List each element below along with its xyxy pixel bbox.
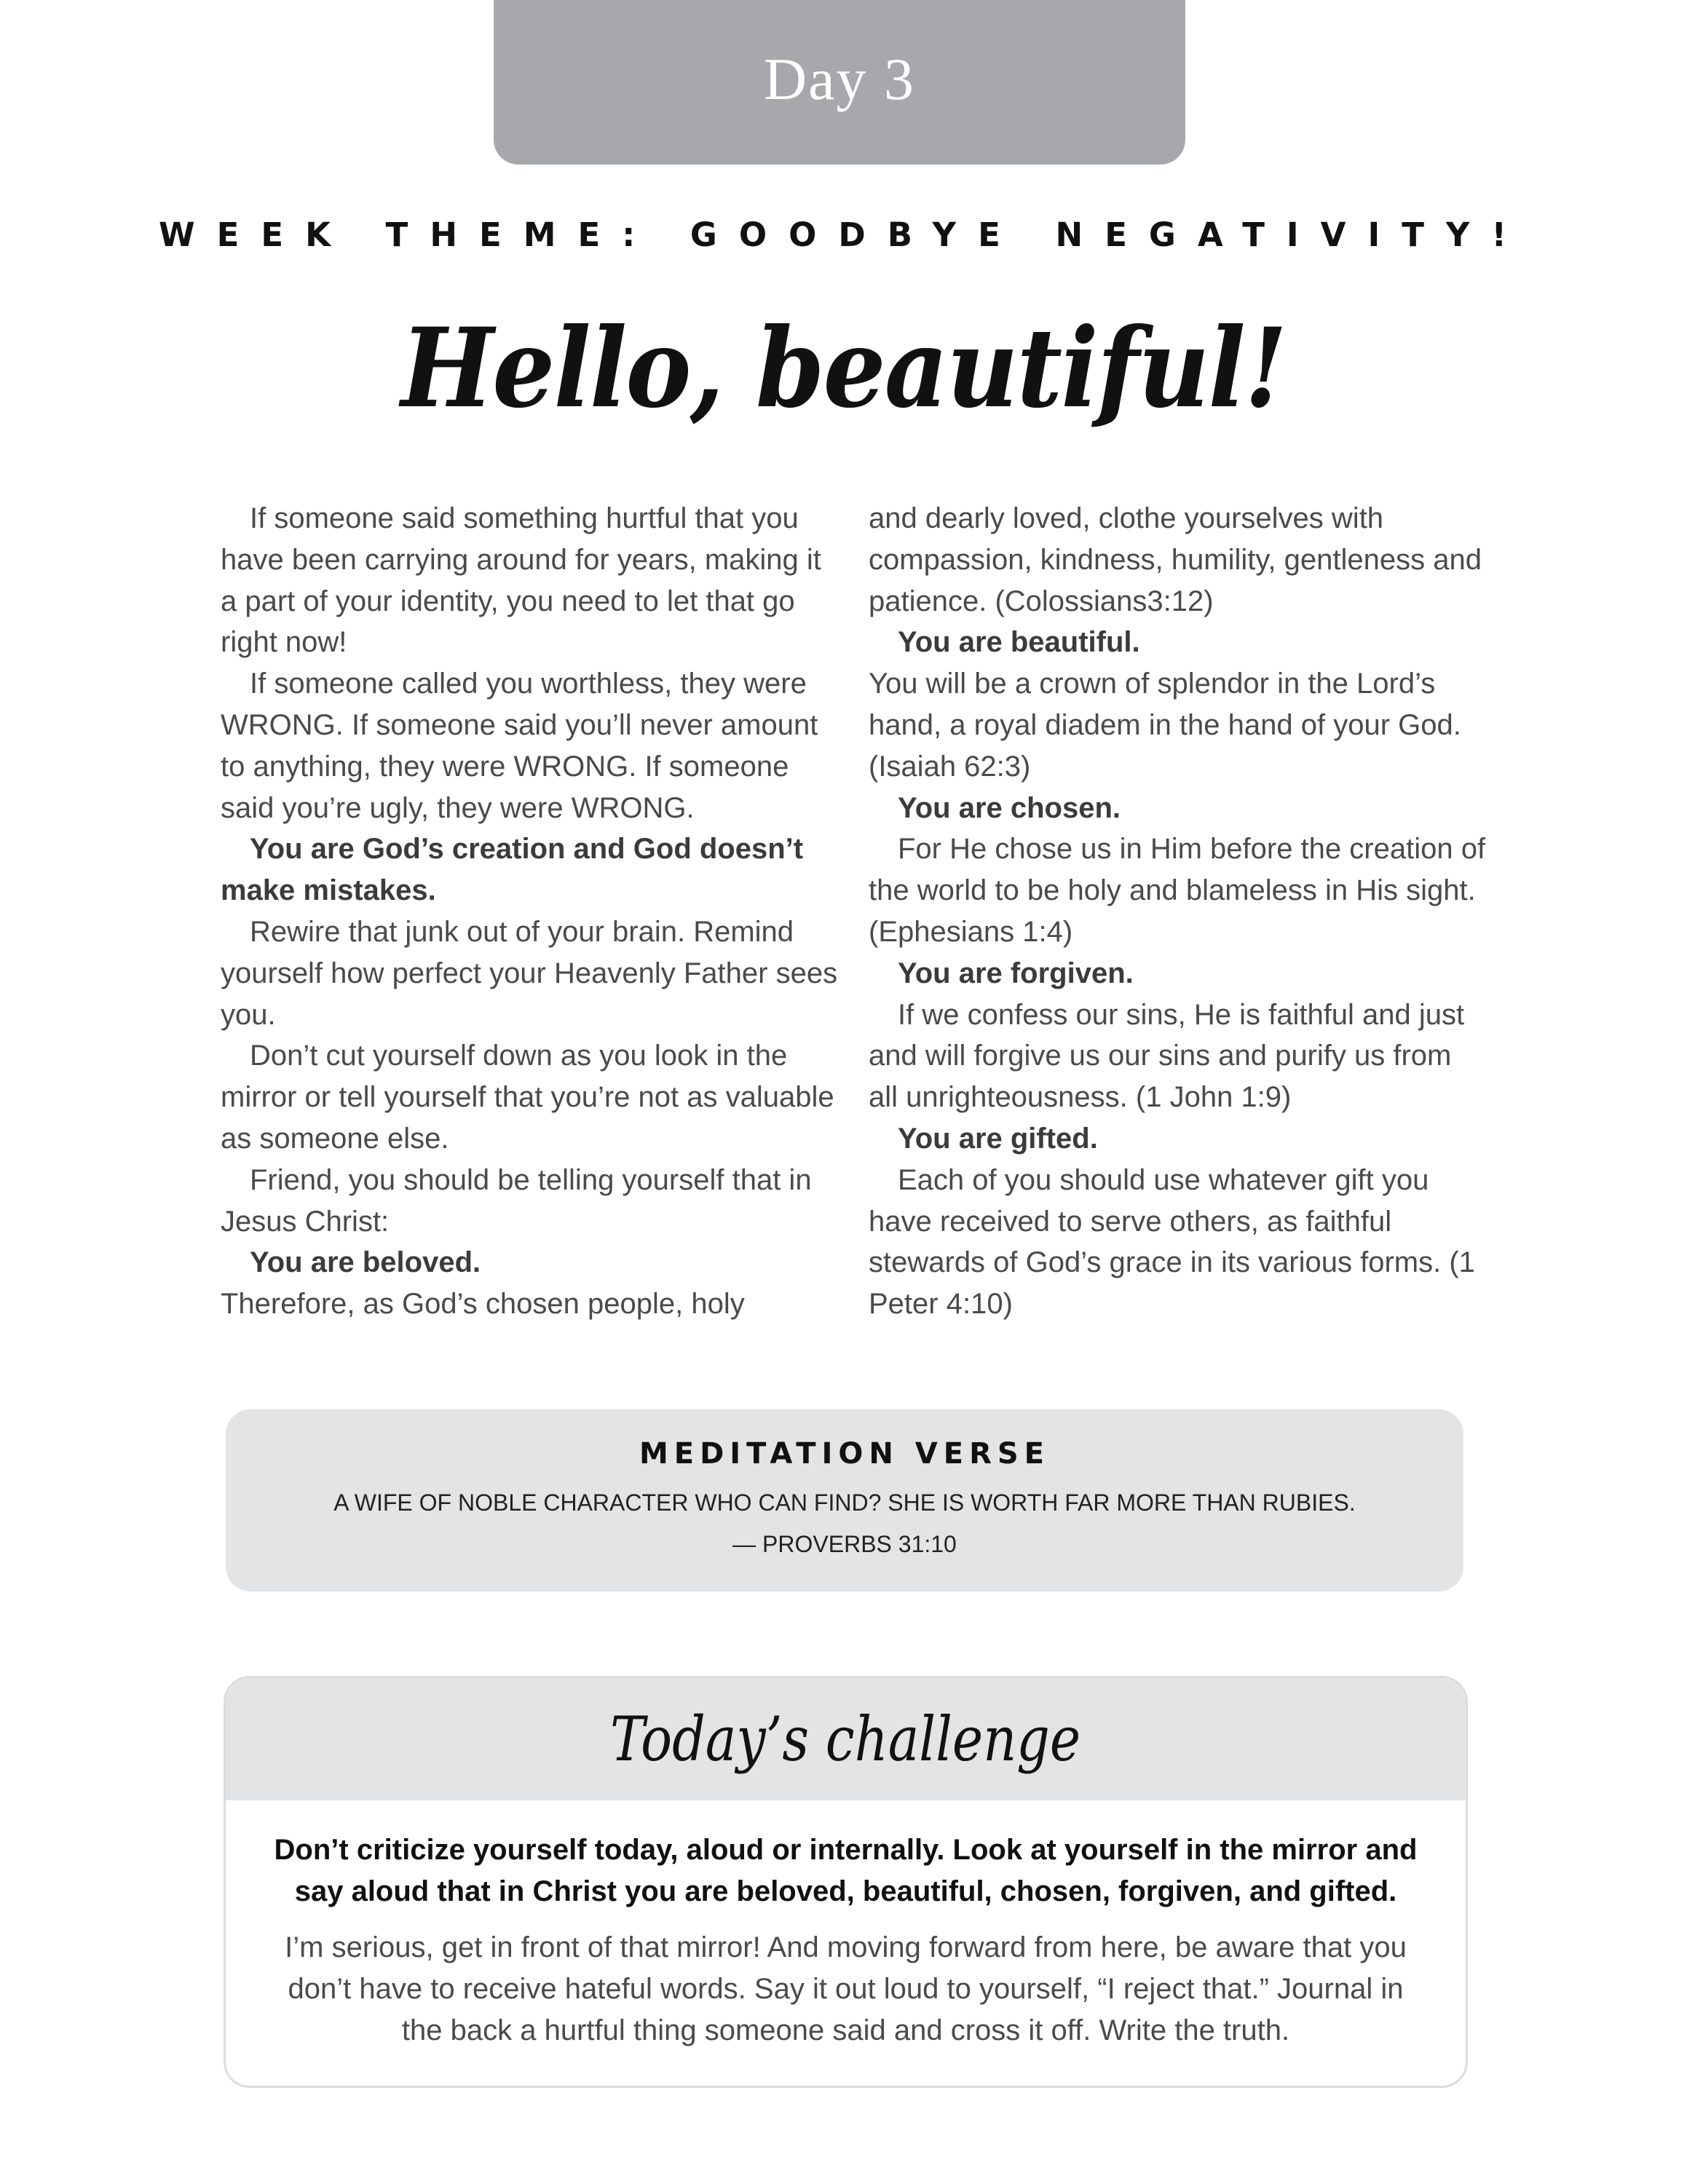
subheading-gifted: You are gifted. — [898, 1122, 1098, 1155]
verse-isaiah: You will be a crown of splendor in the Lord’s hand, a royal diadem in the hand of your God. (Isaiah 62:3) — [869, 668, 1461, 783]
meditation-verse-text: A WIFE OF NOBLE CHARACTER WHO CAN FIND? SHE IS WORTH FAR MORE THAN RUBIES. — [333, 1489, 1356, 1516]
day-label: Day 3 — [763, 46, 916, 112]
meditation-verse-box — [226, 1409, 1463, 1591]
todays-challenge-box — [224, 1676, 1468, 2088]
verse-colossians-end: and dearly loved, clothe yourselves with compassion, kindness, humility, gentleness and patience. (Colossians3:12) — [869, 502, 1482, 617]
paragraph: If someone said something hurtful that you have been carrying around for years, making it a part of your identity, you need to let that go right now! — [221, 502, 821, 659]
paragraph: Don’t cut yourself down as you look in the mirror or tell yourself that you’re not as valuable as someone else. — [221, 1040, 834, 1155]
meditation-title: MEDITATION VERSE — [639, 1437, 1051, 1471]
subheading-beloved: You are beloved. — [250, 1246, 481, 1279]
challenge-body: I’m serious, get in front of that mirror! And moving forward from here, be aware that you don’t have to receive hateful words. Say it out loud to yourself, “I reject that.” Journal in the back a hurtful thing someone said and cross it off. Write the truth. — [285, 1931, 1407, 2046]
left-column — [221, 498, 839, 1325]
challenge-header — [226, 1678, 1466, 1800]
challenge-instruction: Don’t criticize yourself today, aloud or internally. Look at yourself in the mirror and say aloud that in Christ you are beloved, beautiful, chosen, forgiven, and gifted. — [274, 1834, 1418, 1907]
paragraph-bold — [221, 828, 839, 911]
paragraph: Friend, you should be telling yourself that in Jesus Christ: — [221, 1163, 812, 1238]
verse-ephesians: For He chose us in Him before the creation of the world to be holy and blameless in His sight. (Ephesians 1:4) — [869, 833, 1486, 948]
greeting-title: Hello, beautiful! — [400, 304, 1287, 432]
day-tab — [494, 0, 1185, 165]
subheading-beautiful: You are beautiful. — [898, 626, 1140, 659]
verse-colossians-start: Therefore, as God’s chosen people, holy — [221, 1288, 745, 1321]
verse-1-peter: Each of you should use whatever gift you have received to serve others, as faithful stewards of God’s grace in its various forms. (1 Peter 4:10) — [869, 1163, 1475, 1321]
creation-statement: You are God’s creation and God doesn’t make mistakes. — [221, 833, 804, 907]
challenge-title: Today’s challenge — [610, 1704, 1081, 1775]
paragraph: Rewire that junk out of your brain. Remind yourself how perfect your Heavenly Father sees you. — [221, 915, 838, 1031]
week-theme: WEEK THEME: GOODBYE NEGATIVITY! — [158, 215, 1529, 254]
verse-1-john: If we confess our sins, He is faithful and just and will forgive us our sins and purify us from all unrighteousness. (1 John 1:9) — [869, 998, 1465, 1114]
subheading-forgiven: You are forgiven. — [898, 957, 1134, 989]
subheading-chosen: You are chosen. — [898, 791, 1121, 824]
paragraph: If someone called you worthless, they were WRONG. If someone said you’ll never amount to anything, they were WRONG. If someone said you’re ugly, they were WRONG. — [221, 668, 818, 824]
meditation-reference: — PROVERBS 31:10 — [732, 1531, 957, 1557]
right-column — [869, 498, 1488, 1325]
